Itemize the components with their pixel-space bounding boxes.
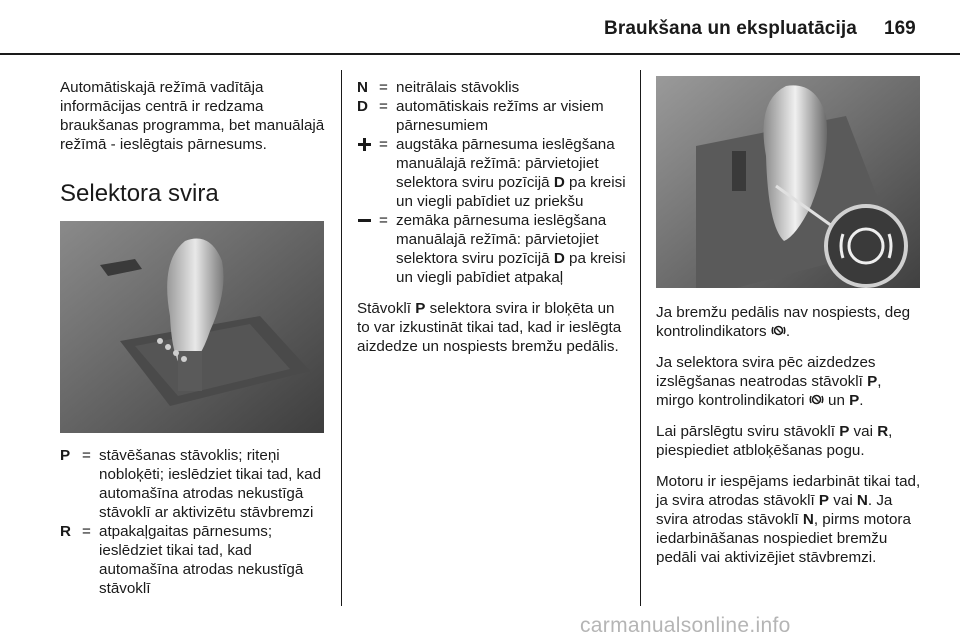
watermark: carmanualsonline.info bbox=[580, 614, 791, 637]
definition-r bbox=[60, 522, 326, 598]
paragraph-4: Motoru ir iespējams iedarbināt tikai tad, ja svira atrodas stāvoklī P vai N. Ja svira atrodas stāvoklī N, pirms motora iedarbināšanas nospiediet bremžu pedāli vai aktivizējiet stāvbremzi. bbox=[656, 473, 921, 566]
definition-plus bbox=[357, 135, 627, 211]
brake-indicator-illustration bbox=[656, 76, 920, 288]
paragraph-2: Ja selektora svira pēc aizdedzes izslēgšanas neatrodas stāvoklī P, mirgo kontrolindikatori un P. bbox=[656, 354, 882, 409]
definition-text: zemāka pārnesuma ieslēgšana manuālajā režīmā: pārvietojiet selektora sviru pozīcijā D pa kreisi un viegli pabīdiet atpakaļ bbox=[396, 212, 626, 286]
column-1 bbox=[60, 78, 326, 208]
minus-icon bbox=[357, 211, 379, 287]
definition-n bbox=[357, 78, 627, 97]
definition-equals: = bbox=[82, 447, 91, 464]
definition-key: D bbox=[357, 98, 368, 115]
definition-key: N bbox=[357, 79, 368, 96]
plus-icon bbox=[357, 135, 379, 211]
column-divider bbox=[640, 70, 641, 606]
definition-text: augstāka pārnesuma ieslēgšana manuālajā režīmā: pārvietojiet selektora sviru pozīcijā D pa kreisi un viegli pabīdiet uz priekšu bbox=[396, 136, 626, 210]
column-2 bbox=[357, 78, 627, 368]
definition-d bbox=[357, 97, 627, 135]
definition-text: stāvēšanas stāvoklis; riteņi nobloķēti; ieslēdziet tikai tad, kad automašīna atrodas nekustīgā stāvoklī ar aktivizētu stāvbremzi bbox=[99, 447, 322, 521]
definition-minus bbox=[357, 211, 627, 287]
definition-text: automātiskais režīms ar visiem pārnesumiem bbox=[396, 98, 604, 134]
paragraph-3: Lai pārslēgtu sviru stāvoklī P vai R, piespiediet atbloķēšanas pogu. bbox=[656, 423, 893, 459]
page-header-title: Braukšana un ekspluatācija bbox=[604, 18, 857, 39]
column-divider bbox=[341, 70, 342, 606]
selector-lever-photo bbox=[60, 221, 324, 433]
definition-p bbox=[60, 446, 326, 522]
definitions-column-1 bbox=[60, 446, 326, 598]
definition-equals: = bbox=[379, 136, 388, 153]
brake-warning-icon bbox=[809, 392, 824, 407]
definition-equals: = bbox=[379, 98, 388, 115]
column-3 bbox=[656, 303, 922, 579]
definition-equals: = bbox=[82, 523, 91, 540]
brake-warning-icon bbox=[771, 323, 786, 338]
section-heading: Selektora svira bbox=[60, 180, 219, 207]
intro-paragraph: Automātiskajā režīmā vadītāja informācijas centrā ir redzama braukšanas programma, bet manuālajā režīmā - ieslēgtais pārnesums. bbox=[60, 79, 325, 153]
page-number: 169 bbox=[884, 18, 916, 39]
paragraph-1: Ja bremžu pedālis nav nospiests, deg kontrolindikators . bbox=[656, 304, 911, 340]
definition-equals: = bbox=[379, 79, 388, 96]
definition-text: atpakaļgaitas pārnesums; ieslēdziet tikai tad, kad automašīna atrodas nekustīgā stāvoklī bbox=[99, 523, 304, 597]
definition-key: R bbox=[60, 523, 71, 540]
lock-paragraph: Stāvoklī P selektora svira ir bloķēta un to var izkustināt tikai tad, kad ir ieslēgta aizdedze un nospiests bremžu pedālis. bbox=[357, 300, 622, 355]
selector-lever-illustration bbox=[60, 221, 324, 433]
definition-equals: = bbox=[379, 212, 388, 229]
definition-text: neitrālais stāvoklis bbox=[396, 79, 520, 96]
definition-key: P bbox=[60, 447, 71, 464]
brake-indicator-photo bbox=[656, 76, 920, 288]
header-rule bbox=[0, 53, 960, 55]
